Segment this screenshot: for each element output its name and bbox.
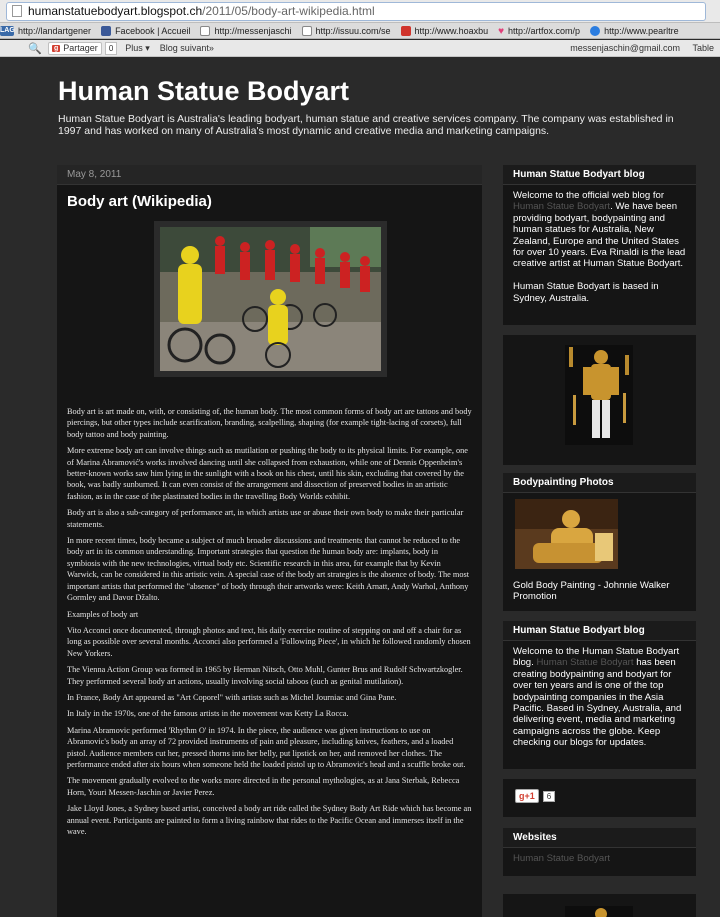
bookmark-label: http://landartgener [18,25,92,36]
heart-icon: ♥ [498,25,505,37]
star-icon [590,26,600,36]
post-paragraph: In more recent times, body became a subject of much broader discussions and treatments that cannot be reduced to the body art in its common understanding. Important strategies that question the human body are: implants, body in symbiosis with the new technologies, virtual body etc. Scientific research in this area, for example that by Kevin Warwick, can be considered in this artistic vein. A special case of the body art strategies is the absence of body. The most important artists that performed the "absence" of body through their artworks were: Keith Arnatt, Andy Warhol, Anthony Gormley and Davor Džalto. [67,536,470,603]
main-column [57,165,482,917]
more-menu[interactable]: Plus ▾ [125,42,150,53]
post-paragraph: The movement gradually evolved to the works more directed in the personal mythologies, as at Jana Sterbak, Rebecca Horn, Youri Messen-Jaschin or Javier Perez. [67,776,460,797]
next-blog-link[interactable]: Blog suivant» [159,43,214,53]
search-icon[interactable]: 🔍 [28,42,42,55]
bodypainting-photos-widget [503,473,696,611]
post-paragraph: More extreme body art can involve things such as mutilation or pushing the body to its physical limits. For example, one of Marina Abramović's works involved dancing until she collapsed from exhaustion, while one of Dennis Oppenheim's better-known works saw him lying in the sunlight with a book on his chest, until his skin, excluding that covered by the book, was badly sunburned. It can even consist of the arrangement and dissection of preserved bodies in an artistic fashion, as in the case of the plastinated bodies in the travelling Body Worlds exhibit. [67,446,468,501]
bookmarks-bar [0,23,720,39]
about-text-part: Welcome to the official web blog for [513,190,665,201]
bookmark-item[interactable] [0,26,91,36]
post-body [67,406,472,842]
browser-url-bar [0,0,720,23]
website-link[interactable]: Human Statue Bodyart [513,853,611,864]
about-text [503,185,696,304]
blog-intro-part: has been creating bodypainting and bodyart for over ten years and is one of the top bodypainting companies in the Asia Pacific. Based in Sydney, Australia, and delivering event, media and marketing campaigns across the globe. Keep checking our blogs for updates. [513,657,682,749]
post-paragraph: The Vienna Action Group was formed in 1965 by Herman Nitsch, Otto Muhl, Gunter Brus and Rudolf Schwartzkogler. They performed several body art actions, usually involving social taboos (such as genital mutilation). [67,665,463,686]
blog-description: Human Statue Bodyart is Australia's leading bodyart, human statue and creative services company. The company was established in 1997 and has worked on many of Australia's most dynamic and creative media and marketing campaigns. [58,113,674,137]
bookmark-label: Facebook | Accueil [115,25,191,36]
gold-body-painting-thumbnail[interactable] [503,493,696,573]
blog-title[interactable]: Human Statue Bodyart [58,76,350,106]
lag-icon: LAG [0,26,15,34]
google-plus-one-button[interactable]: g+1 [515,789,539,803]
account-email: messenjaschin@gmail.com [570,43,680,53]
bookmark-item[interactable] [101,26,190,36]
bookmark-item[interactable] [498,26,580,36]
widget-title: Websites [503,828,696,848]
post-photo-bike-riders[interactable] [154,221,387,377]
about-text-part: . We have been providing bodyart, bodypainting and human statues for Australia, New Zealand, Europe and the United States for over 10 years. Eva Rinaldi is the lead creative artist at Human Statue Bodyart. [513,201,686,270]
post-title[interactable]: Body art (Wikipedia) [67,193,212,210]
blog-intro-part: Welcome to the Human Statue Bodyart blog. [513,646,680,669]
photo-caption[interactable]: Gold Body Painting - Johnnie Walker Promotion [513,580,670,603]
widget-title: Human Statue Bodyart blog [503,621,696,641]
gold-statue-image[interactable] [503,335,696,465]
blog-intro-widget [503,621,696,769]
post-date: May 8, 2011 [57,165,482,185]
post-paragraph: Marina Abramovic performed 'Rhythm O' in 1974. In the piece, the audience was given instructions to use on Abramovic's body an array of 72 provided instruments of pain and pleasure, including knives, feathers, and a loaded pistol. Audience members cut her, pressed thorns into her belly, put lipstick on her, and removed her clothes. The performance ended after six hours when someone held the loaded pistol up to Abramovic's head and a scuffle broke out. [67,725,466,769]
share-button[interactable] [48,42,102,55]
post-paragraph: Vito Acconci once documented, through photos and text, his daily exercise routine of stepping on and off a chair for as long as possible over several months. Acconci also performed a 'Following Piece', in which he followed randomly chosen New Yorkers. [67,625,471,658]
post-subheading: Examples of body art [67,609,139,619]
share-count: 0 [105,42,117,55]
page-icon [12,5,22,17]
dashboard-link[interactable]: Table [692,43,714,53]
facebook-icon [101,26,111,36]
bookmark-label: http://issuu.com/se [315,25,391,36]
cut-off-image [503,894,696,917]
bookmark-label: http://www.hoaxbu [414,25,489,36]
bookmark-label: http://www.pearltre [604,25,679,36]
bookmark-item[interactable] [590,26,679,36]
bookmark-label: http://messenjaschi [214,25,292,36]
post-paragraph: Body art is also a sub-category of performance art, in which artists use or abuse their own body to make their particular statements. [67,508,464,529]
address-field[interactable] [6,2,706,21]
about-location: Human Statue Bodyart is based in Sydney, Australia. [513,281,659,304]
cut-off-widget [503,894,696,917]
blogger-navbar [0,40,720,57]
share-label: Partager [63,43,98,53]
hoax-icon [401,26,411,36]
plus-one-count: 6 [543,791,555,802]
widget-title: Human Statue Bodyart blog [503,165,696,185]
widget-title: Bodypainting Photos [503,473,696,493]
about-link[interactable]: Human Statue Bodyart [513,201,611,213]
post-paragraph: Jake Lloyd Jones, a Sydney based artist, conceived a body art ride called the Sydney Body Art Ride which has become an annual event. Participants are painted to form a living rainbow that rides to the Pacific Ocean and immerses itself in the wave. [67,804,472,836]
blog-intro-link[interactable]: Human Statue Bodyart [536,657,634,669]
page-icon [302,26,312,36]
bookmark-item[interactable] [302,26,391,36]
bookmark-item[interactable] [200,26,291,36]
bookmark-label: http://artfox.com/p [508,25,581,36]
page-icon [200,26,210,36]
body-painted-cyclists-image [160,227,381,371]
google-icon: g [54,44,59,52]
url-path: /2011/05/body-art-wikipedia.html [202,4,375,18]
post-paragraph: Body art is art made on, with, or consisting of, the human body. The most common forms of body art are tattoos and body piercings, but other types include scarification, branding, scalpelling, shaping (for example tight-lacing of corsets), full body tattoo and body painting. [67,407,472,439]
bookmark-item[interactable] [401,26,489,36]
post-paragraph: In France, Body Art appeared as "Art Coporel" with artists such as Michel Journiac and Gina Pane. [67,692,397,702]
statue-image-widget [503,335,696,465]
post-paragraph: In Italy in the 1970s, one of the famous artists in the movement was Ketty La Rocca. [67,709,349,719]
plus-one-widget [503,779,696,817]
websites-widget [503,828,696,876]
blog-intro-text [503,641,696,749]
url-host: humanstatuebodyart.blogspot.ch [28,4,203,18]
about-widget [503,165,696,325]
